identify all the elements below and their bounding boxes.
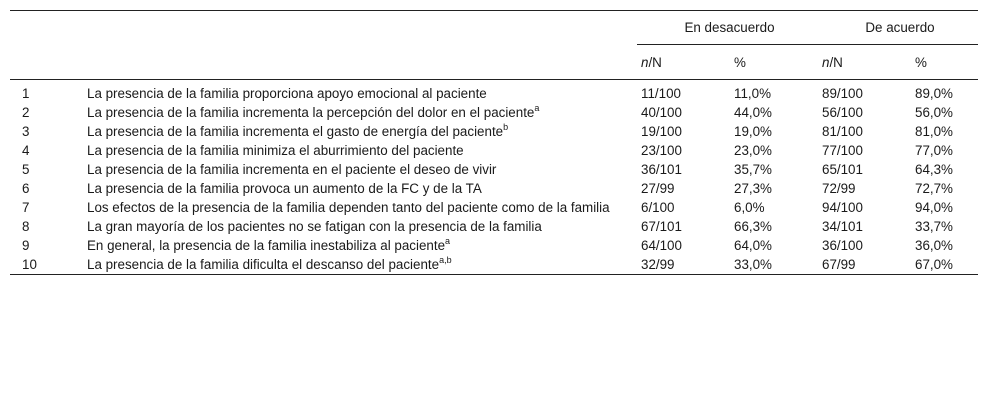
row-statement — [87, 179, 637, 198]
header-blank-num — [10, 11, 87, 45]
row-agree-pct — [915, 80, 978, 104]
table-row — [10, 179, 978, 198]
row-statement-text: La gran mayoría de los pacientes no se fatigan con la presencia de la familia — [87, 219, 542, 234]
row-disagree-n — [637, 255, 734, 275]
row-statement-text: La presencia de la familia dificulta el descanso del paciente — [87, 257, 440, 272]
row-statement — [87, 80, 637, 104]
row-disagree-n — [637, 122, 734, 141]
header-agree: De acuerdo — [865, 20, 935, 35]
row-disagree-n — [637, 160, 734, 179]
row-agree-n — [822, 103, 915, 122]
row-disagree-n — [637, 179, 734, 198]
row-statement-text: En general, la presencia de la familia inestabiliza al paciente — [87, 238, 446, 253]
row-agree-pct — [915, 179, 978, 198]
header-n-italic: n — [822, 54, 830, 70]
row-disagree-pct — [734, 141, 822, 160]
header-n-rest: /N — [829, 54, 843, 70]
row-agree-n-text: 89/100 — [822, 86, 863, 101]
table-row — [10, 141, 978, 160]
row-disagree-n-text: 11/100 — [641, 86, 681, 101]
row-agree-pct — [915, 236, 978, 255]
table-row — [10, 255, 978, 275]
row-statement-text: La presencia de la familia incrementa en el paciente el deseo de vivir — [87, 162, 497, 177]
table-row — [10, 236, 978, 255]
row-agree-pct-text: 81,0% — [915, 124, 953, 139]
row-disagree-pct-text: 64,0% — [734, 238, 772, 253]
header-disagree-n — [637, 45, 734, 80]
table-row — [10, 198, 978, 217]
row-agree-pct-text: 33,7% — [915, 219, 953, 234]
row-agree-n-text: 81/100 — [822, 124, 863, 139]
header-disagree-pct: % — [734, 45, 822, 80]
row-number-text: 3 — [22, 124, 30, 139]
row-disagree-pct — [734, 80, 822, 104]
row-number-text: 1 — [22, 86, 30, 101]
row-agree-pct-text: 64,3% — [915, 162, 953, 177]
row-agree-pct-text: 67,0% — [915, 257, 953, 272]
row-disagree-pct-text: 35,7% — [734, 162, 772, 177]
row-disagree-n-text: 32/99 — [641, 257, 675, 272]
header-sub-row — [10, 45, 978, 80]
row-disagree-n-text: 23/100 — [641, 143, 682, 158]
row-agree-pct-text: 89,0% — [915, 86, 953, 101]
row-statement-text: La presencia de la familia minimiza el aburrimiento del paciente — [87, 143, 464, 158]
row-agree-n-text: 94/100 — [822, 200, 863, 215]
row-statement — [87, 198, 637, 217]
row-disagree-n-text: 64/100 — [641, 238, 682, 253]
row-number — [10, 103, 87, 122]
row-number — [10, 122, 87, 141]
row-agree-pct — [915, 198, 978, 217]
row-disagree-n-text: 36/101 — [641, 162, 682, 177]
header-blank-item — [87, 11, 637, 45]
row-agree-n — [822, 198, 915, 217]
row-agree-n — [822, 179, 915, 198]
row-statement-text: La presencia de la familia proporciona apoyo emocional al paciente — [87, 86, 487, 101]
header-n-italic: n — [641, 54, 649, 70]
table-row — [10, 160, 978, 179]
row-number-text: 2 — [22, 105, 30, 120]
row-number-text: 8 — [22, 219, 30, 234]
row-agree-n — [822, 160, 915, 179]
survey-results-table — [10, 10, 978, 275]
row-number — [10, 141, 87, 160]
row-disagree-pct — [734, 160, 822, 179]
row-number — [10, 255, 87, 275]
row-disagree-pct — [734, 236, 822, 255]
row-disagree-pct — [734, 198, 822, 217]
row-agree-pct-text: 94,0% — [915, 200, 953, 215]
row-disagree-n — [637, 236, 734, 255]
row-statement — [87, 141, 637, 160]
row-agree-n-text: 77/100 — [822, 143, 863, 158]
row-disagree-n-text: 27/99 — [641, 181, 675, 196]
row-number — [10, 217, 87, 236]
row-statement-text: La presencia de la familia provoca un aumento de la FC y de la TA — [87, 181, 482, 196]
footnote-marker: a — [445, 235, 451, 246]
row-agree-pct — [915, 141, 978, 160]
row-number — [10, 160, 87, 179]
row-agree-pct-text: 56,0% — [915, 105, 953, 120]
row-number — [10, 198, 87, 217]
row-disagree-n — [637, 141, 734, 160]
row-statement — [87, 103, 637, 122]
row-disagree-pct — [734, 179, 822, 198]
row-disagree-pct-text: 19,0% — [734, 124, 772, 139]
row-disagree-pct-text: 6,0% — [734, 200, 765, 215]
row-agree-n-text: 65/101 — [822, 162, 863, 177]
row-disagree-pct — [734, 103, 822, 122]
row-agree-pct — [915, 103, 978, 122]
row-number-text: 7 — [22, 200, 30, 215]
row-statement — [87, 160, 637, 179]
row-statement — [87, 236, 637, 255]
header-sub-blank-num — [10, 45, 87, 80]
row-number — [10, 236, 87, 255]
row-agree-n — [822, 80, 915, 104]
table-row — [10, 122, 978, 141]
row-statement — [87, 217, 637, 236]
row-agree-n-text: 56/100 — [822, 105, 863, 120]
row-number — [10, 179, 87, 198]
header-agree-pct: % — [915, 45, 978, 80]
row-agree-n-text: 36/100 — [822, 238, 863, 253]
row-number-text: 4 — [22, 143, 30, 158]
row-number-text: 9 — [22, 238, 30, 253]
table-row — [10, 80, 978, 104]
row-agree-pct-text: 36,0% — [915, 238, 953, 253]
row-number-text: 10 — [22, 257, 37, 272]
row-agree-n — [822, 236, 915, 255]
row-disagree-pct — [734, 255, 822, 275]
header-sub-blank-item — [87, 45, 637, 80]
row-statement-text: La presencia de la familia incrementa la percepción del dolor en el paciente — [87, 105, 535, 120]
row-statement — [87, 122, 637, 141]
row-disagree-n — [637, 103, 734, 122]
row-agree-n-text: 34/101 — [822, 219, 863, 234]
row-agree-pct-text: 77,0% — [915, 143, 953, 158]
row-disagree-n-text: 40/100 — [641, 105, 682, 120]
row-number-text: 5 — [22, 162, 30, 177]
row-agree-pct — [915, 160, 978, 179]
row-disagree-n-text: 6/100 — [641, 200, 675, 215]
row-agree-n-text: 72/99 — [822, 181, 856, 196]
row-agree-n — [822, 217, 915, 236]
row-disagree-pct — [734, 122, 822, 141]
table-row — [10, 217, 978, 236]
row-disagree-pct-text: 27,3% — [734, 181, 772, 196]
row-disagree-pct-text: 23,0% — [734, 143, 772, 158]
row-statement — [87, 255, 637, 275]
table-body — [10, 80, 978, 275]
row-agree-pct-text: 72,7% — [915, 181, 953, 196]
row-agree-n — [822, 141, 915, 160]
row-agree-pct — [915, 255, 978, 275]
row-statement-text: Los efectos de la presencia de la familia dependen tanto del paciente como de la familia — [87, 200, 610, 215]
row-number — [10, 80, 87, 104]
row-disagree-pct-text: 33,0% — [734, 257, 772, 272]
row-statement-text: La presencia de la familia incrementa el gasto de energía del paciente — [87, 124, 504, 139]
footnote-marker: a,b — [439, 254, 452, 265]
row-number-text: 6 — [22, 181, 30, 196]
row-disagree-pct — [734, 217, 822, 236]
header-n-rest: /N — [648, 54, 662, 70]
row-agree-n — [822, 122, 915, 141]
row-agree-pct — [915, 217, 978, 236]
row-disagree-n — [637, 80, 734, 104]
header-agree-n — [822, 45, 915, 80]
header-group-row — [10, 11, 978, 45]
row-disagree-pct-text: 11,0% — [734, 86, 771, 101]
header-disagree: En desacuerdo — [684, 20, 775, 35]
row-disagree-pct-text: 44,0% — [734, 105, 772, 120]
footnote-marker: a — [534, 102, 540, 113]
row-agree-pct — [915, 122, 978, 141]
table-row — [10, 103, 978, 122]
row-disagree-n-text: 19/100 — [641, 124, 682, 139]
footnote-marker: b — [503, 121, 509, 132]
row-agree-n-text: 67/99 — [822, 257, 856, 272]
row-disagree-n — [637, 217, 734, 236]
row-agree-n — [822, 255, 915, 275]
row-disagree-n-text: 67/101 — [641, 219, 682, 234]
row-disagree-n — [637, 198, 734, 217]
row-disagree-pct-text: 66,3% — [734, 219, 772, 234]
